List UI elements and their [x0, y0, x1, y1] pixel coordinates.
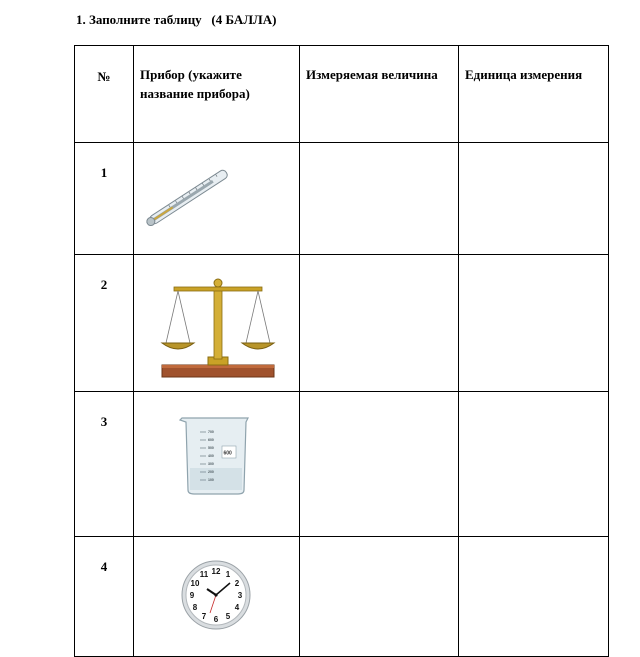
thermometer-icon — [138, 163, 238, 233]
clock-numeral: 6 — [213, 615, 219, 624]
quantity-cell[interactable] — [300, 143, 459, 255]
measuring-beaker-icon — [178, 414, 254, 498]
header-quantity-cell — [300, 46, 459, 143]
quantity-cell[interactable] — [300, 392, 459, 537]
balance-scale-icon — [160, 273, 276, 381]
unit-cell[interactable] — [459, 143, 609, 255]
row-number: 4 — [100, 559, 108, 574]
header-number: № — [97, 69, 111, 84]
clock-numeral: 1 — [225, 570, 231, 579]
beaker-scale-mark: 200 — [208, 470, 214, 474]
clock-numeral: 12 — [211, 567, 221, 576]
table-row — [75, 392, 609, 537]
header-device: Прибор (укажите название прибора) — [140, 67, 250, 101]
clock-numeral: 7 — [201, 612, 207, 621]
device-image-cell — [134, 537, 300, 657]
worksheet-table — [74, 45, 609, 657]
beaker-scale-mark: 400 — [208, 454, 214, 458]
beaker-scale-mark: 700 — [208, 430, 214, 434]
beaker-scale-mark: 600 — [208, 438, 214, 442]
beaker-label: 600 — [223, 450, 232, 457]
table-row — [75, 143, 609, 255]
table-row — [75, 255, 609, 392]
header-device-cell — [134, 46, 300, 143]
clock-numeral: 10 — [190, 579, 200, 588]
task-title: 1. Заполните таблицу (4 БАЛЛА) — [76, 12, 277, 27]
device-image-cell — [134, 255, 300, 392]
clock-numeral: 9 — [189, 591, 195, 600]
header-unit: Единица измерения — [465, 67, 583, 82]
unit-cell[interactable] — [459, 392, 609, 537]
clock-numeral: 3 — [237, 591, 243, 600]
clock-numeral: 4 — [234, 603, 240, 612]
row-number: 3 — [100, 414, 108, 429]
quantity-cell[interactable] — [300, 537, 459, 657]
row-number: 1 — [100, 165, 108, 180]
unit-cell[interactable] — [459, 537, 609, 657]
device-image-cell — [134, 143, 300, 255]
beaker-scale-mark: 100 — [208, 478, 214, 482]
clock-numeral: 8 — [192, 603, 198, 612]
unit-cell[interactable] — [459, 255, 609, 392]
row-number-cell — [75, 255, 134, 392]
header-number-cell — [75, 46, 134, 143]
wall-clock-icon — [180, 559, 252, 631]
header-quantity: Измеряемая величина — [306, 67, 438, 82]
clock-numeral: 2 — [234, 579, 240, 588]
clock-numeral: 5 — [225, 612, 231, 621]
beaker-scale-mark: 500 — [208, 446, 214, 450]
beaker-scale-mark: 300 — [208, 462, 214, 466]
row-number-cell — [75, 392, 134, 537]
row-number: 2 — [100, 277, 108, 292]
header-unit-cell — [459, 46, 609, 143]
clock-numeral: 11 — [199, 570, 209, 579]
row-number-cell — [75, 537, 134, 657]
row-number-cell — [75, 143, 134, 255]
device-image-cell — [134, 392, 300, 537]
table-header-row — [75, 46, 609, 143]
table-row — [75, 537, 609, 657]
quantity-cell[interactable] — [300, 255, 459, 392]
